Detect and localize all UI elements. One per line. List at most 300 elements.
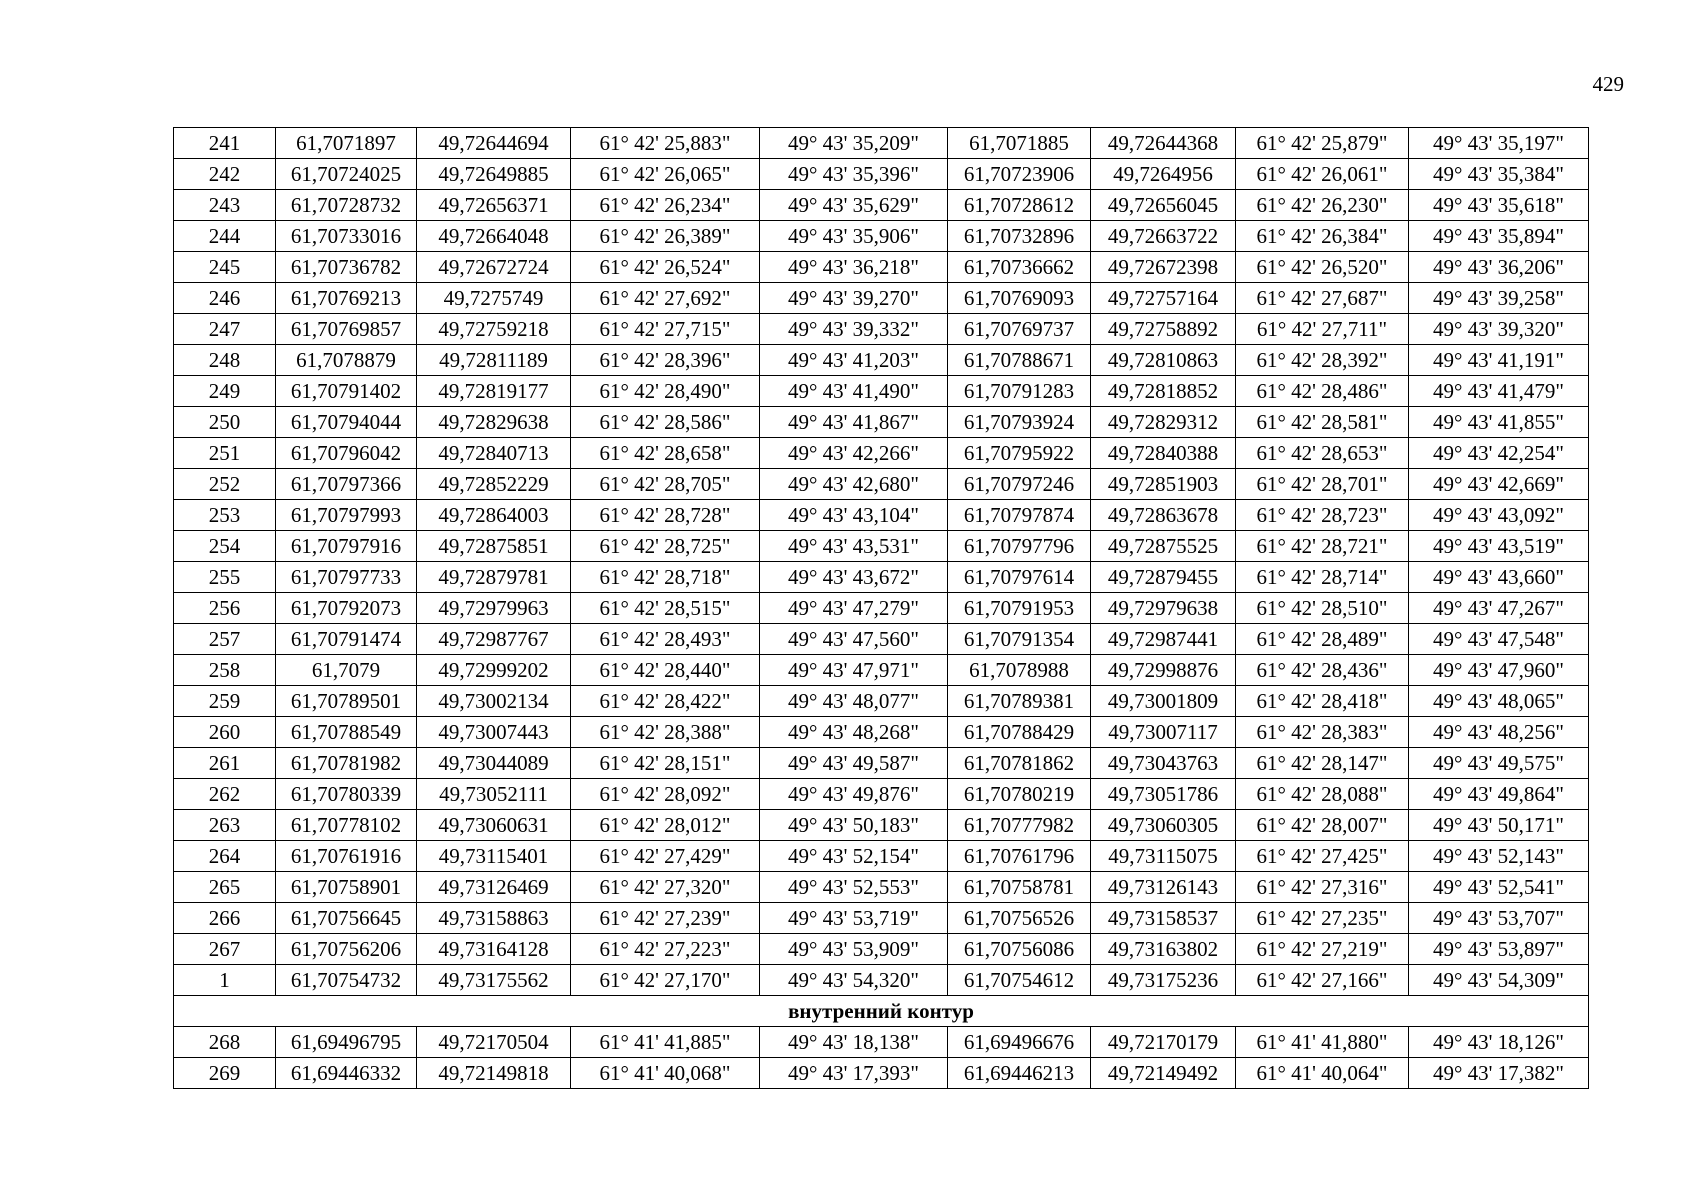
table-row (174, 810, 1589, 841)
table-cell: 61° 42' 28,396" (571, 345, 760, 376)
table-cell: 61,70728612 (948, 190, 1091, 221)
table-cell: 61,70797993 (276, 500, 417, 531)
coordinates-table (173, 127, 1589, 1089)
table-cell: 61,70733016 (276, 221, 417, 252)
table-cell: 61,7079 (276, 655, 417, 686)
table-cell: 61° 42' 28,581" (1236, 407, 1409, 438)
table-cell: 61,70781862 (948, 748, 1091, 779)
table-cell: 49,73051786 (1091, 779, 1236, 810)
table-cell: 49° 43' 18,138" (760, 1027, 948, 1058)
table-cell: 49° 43' 41,203" (760, 345, 948, 376)
table-cell: 49° 43' 47,971" (760, 655, 948, 686)
table-cell: 61,7078879 (276, 345, 417, 376)
table-cell: 61° 42' 28,725" (571, 531, 760, 562)
table-cell: 49° 43' 53,719" (760, 903, 948, 934)
table-cell: 61° 42' 27,425" (1236, 841, 1409, 872)
table-cell: 61° 42' 27,429" (571, 841, 760, 872)
table-row (174, 469, 1589, 500)
table-cell: 61,70791354 (948, 624, 1091, 655)
table-cell: 49° 43' 52,541" (1409, 872, 1589, 903)
table-cell: 49,73007443 (417, 717, 571, 748)
table-cell: 61° 42' 27,687" (1236, 283, 1409, 314)
table-cell: 49,73115401 (417, 841, 571, 872)
table-cell: 61° 42' 28,515" (571, 593, 760, 624)
table-cell: 49,72811189 (417, 345, 571, 376)
table-cell: 61,69446332 (276, 1058, 417, 1089)
table-cell: 49,73126143 (1091, 872, 1236, 903)
table-cell: 61,70780339 (276, 779, 417, 810)
table-row (174, 779, 1589, 810)
table-cell: 49,72852229 (417, 469, 571, 500)
table-row (174, 252, 1589, 283)
table-cell: 61,70736662 (948, 252, 1091, 283)
table-row (174, 159, 1589, 190)
table-row (174, 624, 1589, 655)
table-cell: 49,72644694 (417, 128, 571, 159)
table-cell: 49° 43' 49,864" (1409, 779, 1589, 810)
table-cell: 49° 43' 48,065" (1409, 686, 1589, 717)
table-cell: 61,70769857 (276, 314, 417, 345)
table-cell: 49° 43' 48,268" (760, 717, 948, 748)
table-cell: 49,73175236 (1091, 965, 1236, 996)
table-cell: 49° 43' 36,206" (1409, 252, 1589, 283)
table-row (174, 1058, 1589, 1089)
table-cell: 49,73163802 (1091, 934, 1236, 965)
table-row (174, 128, 1589, 159)
table-cell: 241 (174, 128, 276, 159)
table-cell: 49,72656371 (417, 190, 571, 221)
table-cell: 269 (174, 1058, 276, 1089)
table-cell: 49,72644368 (1091, 128, 1236, 159)
table-cell: 49° 43' 43,531" (760, 531, 948, 562)
table-cell: 49,7264956 (1091, 159, 1236, 190)
table-cell: 49° 43' 42,669" (1409, 469, 1589, 500)
table-cell: 49,72875851 (417, 531, 571, 562)
table-cell: 49° 43' 47,960" (1409, 655, 1589, 686)
table-cell: 49° 43' 50,171" (1409, 810, 1589, 841)
table-cell: 49,72987441 (1091, 624, 1236, 655)
table-cell: 61° 42' 28,490" (571, 376, 760, 407)
table-cell: 49° 43' 52,553" (760, 872, 948, 903)
table-cell: 49,73060305 (1091, 810, 1236, 841)
table-cell: 49,73007117 (1091, 717, 1236, 748)
table-cell: 49° 43' 41,867" (760, 407, 948, 438)
table-cell: 49,72649885 (417, 159, 571, 190)
table-cell: 61,70761916 (276, 841, 417, 872)
table-cell: 244 (174, 221, 276, 252)
table-cell: 61,70732896 (948, 221, 1091, 252)
table-cell: 61,70791953 (948, 593, 1091, 624)
table-cell: 49° 43' 43,519" (1409, 531, 1589, 562)
table-cell: 61,70769093 (948, 283, 1091, 314)
table-row (174, 717, 1589, 748)
table-row (174, 1027, 1589, 1058)
table-row (174, 407, 1589, 438)
table-cell: 254 (174, 531, 276, 562)
table-cell: 61° 42' 28,486" (1236, 376, 1409, 407)
table-cell: 49° 43' 47,560" (760, 624, 948, 655)
table-cell: 61,70756526 (948, 903, 1091, 934)
table-cell: 61,70754612 (948, 965, 1091, 996)
table-cell: 255 (174, 562, 276, 593)
table-cell: 263 (174, 810, 276, 841)
table-cell: 61° 42' 28,147" (1236, 748, 1409, 779)
table-cell: 49,73060631 (417, 810, 571, 841)
table-cell: 49° 43' 49,587" (760, 748, 948, 779)
table-cell: 61,70780219 (948, 779, 1091, 810)
table-cell: 61,70769737 (948, 314, 1091, 345)
table-cell: 242 (174, 159, 276, 190)
table-cell: 61,70796042 (276, 438, 417, 469)
table-row (174, 655, 1589, 686)
table-row (174, 283, 1589, 314)
table-cell: 61,70769213 (276, 283, 417, 314)
table-cell: 61° 42' 26,234" (571, 190, 760, 221)
table-row (174, 748, 1589, 779)
table-body (174, 128, 1589, 1089)
table-cell: 49,72758892 (1091, 314, 1236, 345)
table-cell: 49,72863678 (1091, 500, 1236, 531)
table-cell: 49,72979963 (417, 593, 571, 624)
table-cell: 61,70761796 (948, 841, 1091, 872)
table-cell: 61° 42' 26,230" (1236, 190, 1409, 221)
table-row (174, 190, 1589, 221)
table-cell: 61,70788671 (948, 345, 1091, 376)
table-cell: 49° 43' 42,254" (1409, 438, 1589, 469)
table-cell: 61° 42' 28,088" (1236, 779, 1409, 810)
table-cell: 61° 42' 28,718" (571, 562, 760, 593)
table-cell: 61,70797874 (948, 500, 1091, 531)
table-cell: 49° 43' 47,279" (760, 593, 948, 624)
table-cell: 250 (174, 407, 276, 438)
table-cell: 49° 43' 36,218" (760, 252, 948, 283)
table-cell: 61° 42' 27,320" (571, 872, 760, 903)
table-cell: 49,72672724 (417, 252, 571, 283)
table-cell: 49° 43' 52,154" (760, 841, 948, 872)
table-cell: 61,70791283 (948, 376, 1091, 407)
table-cell: 61,70793924 (948, 407, 1091, 438)
table-cell: 61,70789381 (948, 686, 1091, 717)
table-cell: 257 (174, 624, 276, 655)
table-cell: 61° 42' 28,440" (571, 655, 760, 686)
table-cell: 252 (174, 469, 276, 500)
table-cell: 49,72149818 (417, 1058, 571, 1089)
table-cell: 61° 42' 28,653" (1236, 438, 1409, 469)
table-cell: 264 (174, 841, 276, 872)
table-cell: 246 (174, 283, 276, 314)
table-cell: 61° 42' 26,061" (1236, 159, 1409, 190)
table-cell: 49° 43' 35,906" (760, 221, 948, 252)
table-cell: 49,7275749 (417, 283, 571, 314)
table-row (174, 841, 1589, 872)
table-cell: 49° 43' 39,320" (1409, 314, 1589, 345)
table-cell: 61° 41' 40,064" (1236, 1058, 1409, 1089)
table-cell: 61° 42' 28,151" (571, 748, 760, 779)
table-cell: 61° 42' 27,711" (1236, 314, 1409, 345)
table-cell: 61,69446213 (948, 1058, 1091, 1089)
table-cell: 61° 42' 28,714" (1236, 562, 1409, 593)
table-cell: 61° 41' 41,885" (571, 1027, 760, 1058)
table-cell: 49,72656045 (1091, 190, 1236, 221)
table-cell: 49° 43' 43,660" (1409, 562, 1589, 593)
table-cell: 61,69496795 (276, 1027, 417, 1058)
table-cell: 49,72819177 (417, 376, 571, 407)
table-cell: 49° 43' 35,618" (1409, 190, 1589, 221)
table-cell: 49° 43' 17,393" (760, 1058, 948, 1089)
table-cell: 49° 43' 54,320" (760, 965, 948, 996)
table-row (174, 562, 1589, 593)
table-cell: 49,72818852 (1091, 376, 1236, 407)
table-row (174, 221, 1589, 252)
table-cell: 61° 42' 28,701" (1236, 469, 1409, 500)
table-cell: 61,70792073 (276, 593, 417, 624)
table-cell: 61,7071885 (948, 128, 1091, 159)
table-cell: 49° 43' 53,897" (1409, 934, 1589, 965)
table-cell: 61,70794044 (276, 407, 417, 438)
table-row (174, 376, 1589, 407)
table-cell: 49,73043763 (1091, 748, 1236, 779)
table-cell: 61° 42' 28,510" (1236, 593, 1409, 624)
table-row (174, 593, 1589, 624)
table-cell: 245 (174, 252, 276, 283)
table-cell: 61,70754732 (276, 965, 417, 996)
table-cell: 260 (174, 717, 276, 748)
table-cell: 61° 42' 27,239" (571, 903, 760, 934)
table-cell: 61° 42' 26,524" (571, 252, 760, 283)
table-cell: 49,72879781 (417, 562, 571, 593)
table-cell: 49° 43' 43,104" (760, 500, 948, 531)
table-cell: 49° 43' 48,256" (1409, 717, 1589, 748)
table-cell: 61° 42' 28,721" (1236, 531, 1409, 562)
table-row (174, 965, 1589, 996)
table-cell: 49,73126469 (417, 872, 571, 903)
table-cell: 49,72757164 (1091, 283, 1236, 314)
table-cell: 49° 43' 43,092" (1409, 500, 1589, 531)
table-cell: 49,72829638 (417, 407, 571, 438)
page-number: 429 (1592, 72, 1624, 96)
table-row (174, 934, 1589, 965)
table-cell: 49° 43' 54,309" (1409, 965, 1589, 996)
table-cell: 49° 43' 41,479" (1409, 376, 1589, 407)
table-cell: 49° 43' 17,382" (1409, 1058, 1589, 1089)
table-cell: 49,72663722 (1091, 221, 1236, 252)
table-cell: 61° 42' 27,715" (571, 314, 760, 345)
table-cell: 61,70788429 (948, 717, 1091, 748)
table-row (174, 345, 1589, 376)
table-cell: 61° 42' 28,383" (1236, 717, 1409, 748)
table-cell: 61° 42' 26,384" (1236, 221, 1409, 252)
table-cell: 61° 42' 28,418" (1236, 686, 1409, 717)
table-cell: 49,73001809 (1091, 686, 1236, 717)
table-cell: 61,70797614 (948, 562, 1091, 593)
table-cell: 268 (174, 1027, 276, 1058)
table-cell: 49° 43' 41,855" (1409, 407, 1589, 438)
table-cell: 49° 43' 39,332" (760, 314, 948, 345)
table-cell: 61° 42' 27,219" (1236, 934, 1409, 965)
table-cell: 61,7071897 (276, 128, 417, 159)
table-cell: 61,70756086 (948, 934, 1091, 965)
table-cell: 49° 43' 35,629" (760, 190, 948, 221)
table-cell: 49° 43' 42,680" (760, 469, 948, 500)
table-cell: 49° 43' 35,396" (760, 159, 948, 190)
table-cell: 49° 43' 49,876" (760, 779, 948, 810)
table-cell: 49,72979638 (1091, 593, 1236, 624)
table-cell: 61° 42' 28,705" (571, 469, 760, 500)
table-cell: 61,70797796 (948, 531, 1091, 562)
table-cell: 249 (174, 376, 276, 407)
table-cell: 61° 41' 40,068" (571, 1058, 760, 1089)
table-cell: 49,72851903 (1091, 469, 1236, 500)
table-cell: 1 (174, 965, 276, 996)
table-cell: 61,70791474 (276, 624, 417, 655)
table-cell: 61,70777982 (948, 810, 1091, 841)
table-cell: 61,70789501 (276, 686, 417, 717)
table-cell: 49° 43' 50,183" (760, 810, 948, 841)
table-cell: 61° 42' 27,316" (1236, 872, 1409, 903)
table-cell: 61,70724025 (276, 159, 417, 190)
table-cell: 61° 42' 27,223" (571, 934, 760, 965)
table-cell: 61,69496676 (948, 1027, 1091, 1058)
table-cell: 49,73164128 (417, 934, 571, 965)
table-cell: 49° 43' 49,575" (1409, 748, 1589, 779)
table-cell: 61° 41' 41,880" (1236, 1027, 1409, 1058)
table-cell: 253 (174, 500, 276, 531)
table-cell: 258 (174, 655, 276, 686)
table-cell: 61,70797733 (276, 562, 417, 593)
table-cell: 49° 43' 35,384" (1409, 159, 1589, 190)
table-cell: 49° 43' 41,191" (1409, 345, 1589, 376)
table-cell: 49,72170179 (1091, 1027, 1236, 1058)
table-cell: 49,73158863 (417, 903, 571, 934)
table-cell: 61,70758901 (276, 872, 417, 903)
table-cell: 61,70797916 (276, 531, 417, 562)
table-row (174, 314, 1589, 345)
table-cell: 49° 43' 39,258" (1409, 283, 1589, 314)
table-cell: 267 (174, 934, 276, 965)
table-row (174, 531, 1589, 562)
table-cell: 49,72864003 (417, 500, 571, 531)
table-cell: 61° 42' 26,520" (1236, 252, 1409, 283)
table-cell: 49,72875525 (1091, 531, 1236, 562)
table-cell: 61,70788549 (276, 717, 417, 748)
table-cell: 61,70736782 (276, 252, 417, 283)
table-cell: 61,70797366 (276, 469, 417, 500)
table-cell: 61° 42' 27,170" (571, 965, 760, 996)
table-cell: 61° 42' 28,658" (571, 438, 760, 469)
table-cell: 49° 43' 39,270" (760, 283, 948, 314)
table-cell: 61,70778102 (276, 810, 417, 841)
table-cell: 49,73175562 (417, 965, 571, 996)
table-cell: 61° 42' 28,392" (1236, 345, 1409, 376)
table-cell: 49° 43' 48,077" (760, 686, 948, 717)
table-cell: 61° 42' 27,166" (1236, 965, 1409, 996)
table-cell: 49° 43' 47,267" (1409, 593, 1589, 624)
table-cell: 49,72759218 (417, 314, 571, 345)
table-cell: 61° 42' 28,388" (571, 717, 760, 748)
table-cell: 49° 43' 35,894" (1409, 221, 1589, 252)
table-cell: 61° 42' 26,389" (571, 221, 760, 252)
table-cell: 259 (174, 686, 276, 717)
section-row (174, 996, 1589, 1027)
table-cell: 61,7078988 (948, 655, 1091, 686)
table-cell: 61° 42' 28,723" (1236, 500, 1409, 531)
table-cell: 247 (174, 314, 276, 345)
table-cell: 49° 43' 42,266" (760, 438, 948, 469)
table-cell: 61,70758781 (948, 872, 1091, 903)
table-cell: 265 (174, 872, 276, 903)
table-cell: 49,72998876 (1091, 655, 1236, 686)
table-cell: 61° 42' 28,007" (1236, 810, 1409, 841)
table-cell: 61° 42' 28,422" (571, 686, 760, 717)
table-cell: 49° 43' 18,126" (1409, 1027, 1589, 1058)
table-cell: 61,70791402 (276, 376, 417, 407)
table-cell: 61,70795922 (948, 438, 1091, 469)
table-cell: 49,73115075 (1091, 841, 1236, 872)
table-cell: 49° 43' 53,909" (760, 934, 948, 965)
table-cell: 49,72664048 (417, 221, 571, 252)
table-cell: 49,73052111 (417, 779, 571, 810)
table-cell: 243 (174, 190, 276, 221)
table-cell: 49,72840713 (417, 438, 571, 469)
table-cell: 49° 43' 35,209" (760, 128, 948, 159)
table-cell: 49,72149492 (1091, 1058, 1236, 1089)
table-cell: 61,70756645 (276, 903, 417, 934)
table-cell: 248 (174, 345, 276, 376)
table-cell: 49° 43' 43,672" (760, 562, 948, 593)
table-row (174, 500, 1589, 531)
table-cell: 49,72987767 (417, 624, 571, 655)
table-cell: 61° 42' 26,065" (571, 159, 760, 190)
table-cell: 49,72672398 (1091, 252, 1236, 283)
table-row (174, 872, 1589, 903)
table-cell: 61° 42' 27,692" (571, 283, 760, 314)
table-cell: 61° 42' 28,728" (571, 500, 760, 531)
table-cell: 61,70756206 (276, 934, 417, 965)
table-row (174, 438, 1589, 469)
table-cell: 49° 43' 47,548" (1409, 624, 1589, 655)
table-cell: 262 (174, 779, 276, 810)
table-cell: 49,72840388 (1091, 438, 1236, 469)
table-cell: 61° 42' 28,012" (571, 810, 760, 841)
table-cell: 61° 42' 25,883" (571, 128, 760, 159)
table-cell: 49° 43' 53,707" (1409, 903, 1589, 934)
table-cell: 49° 43' 52,143" (1409, 841, 1589, 872)
table-cell: 49° 43' 35,197" (1409, 128, 1589, 159)
table-cell: 61° 42' 28,586" (571, 407, 760, 438)
table-cell: 49,73002134 (417, 686, 571, 717)
table-cell: 61° 42' 28,489" (1236, 624, 1409, 655)
table-cell: 266 (174, 903, 276, 934)
table-cell: 256 (174, 593, 276, 624)
table-cell: 49° 43' 41,490" (760, 376, 948, 407)
table-cell: 49,72999202 (417, 655, 571, 686)
table-cell: 49,73158537 (1091, 903, 1236, 934)
table-cell: 61° 42' 28,092" (571, 779, 760, 810)
table-cell: 61,70781982 (276, 748, 417, 779)
table-cell: 261 (174, 748, 276, 779)
table-cell: 251 (174, 438, 276, 469)
table-cell: 61,70797246 (948, 469, 1091, 500)
table-cell: 61° 42' 27,235" (1236, 903, 1409, 934)
table-cell: 61° 42' 28,436" (1236, 655, 1409, 686)
table-cell: 49,73044089 (417, 748, 571, 779)
table-cell: 61,70728732 (276, 190, 417, 221)
table-row (174, 686, 1589, 717)
table-cell: 61° 42' 28,493" (571, 624, 760, 655)
table-cell: 61° 42' 25,879" (1236, 128, 1409, 159)
table-cell: 49,72810863 (1091, 345, 1236, 376)
table-cell: 49,72829312 (1091, 407, 1236, 438)
